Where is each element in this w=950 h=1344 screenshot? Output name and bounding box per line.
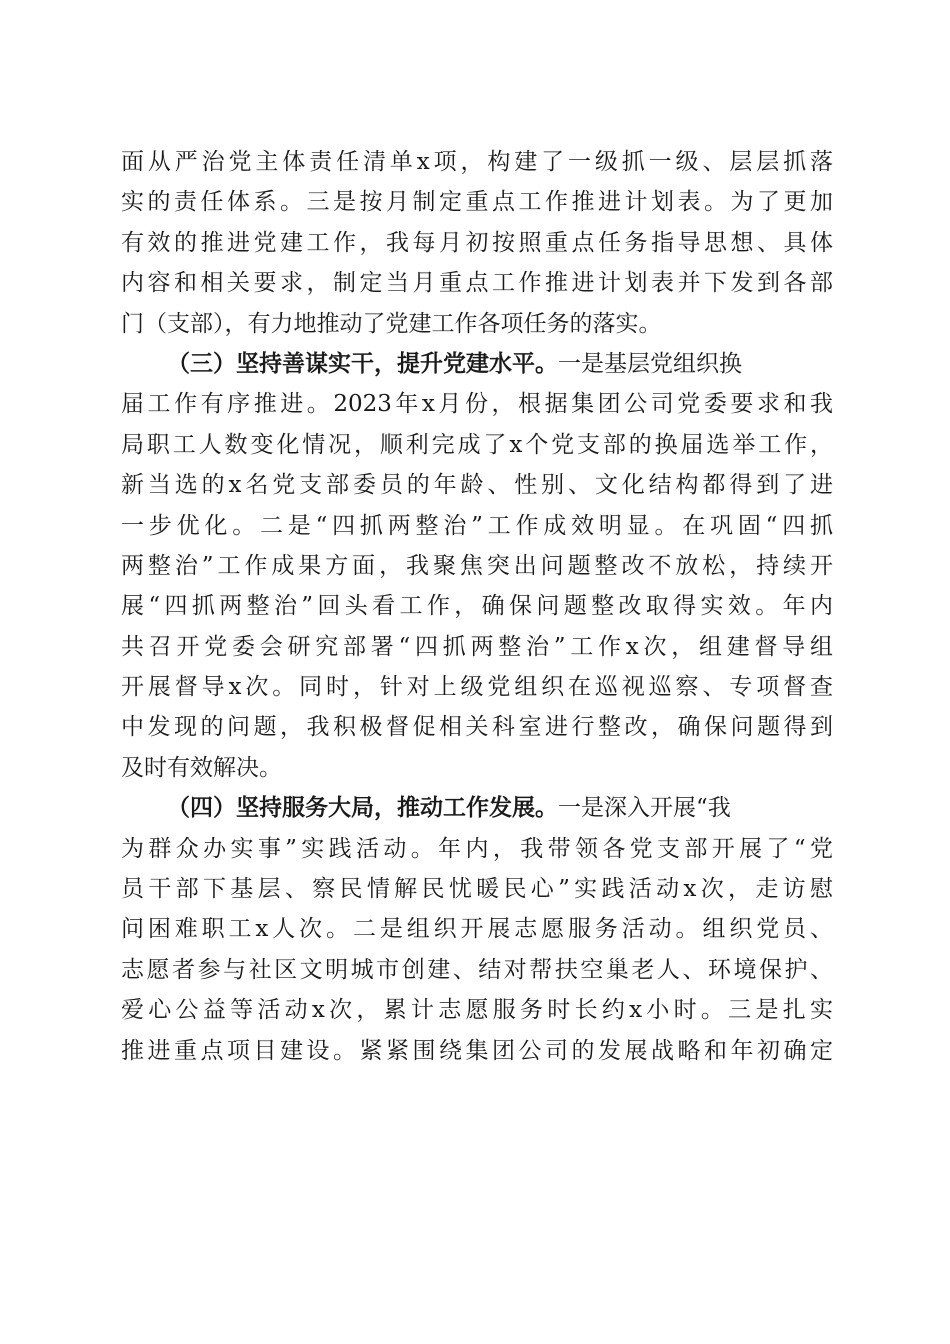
text-line: 两整治”工作成果方面，我聚焦突出问题整改不放松，持续开 <box>121 552 833 579</box>
text-line: 开展督导x次。同时，针对上级党组织在巡视巡察、专项督查 <box>121 674 833 701</box>
text-line: 门（支部），有力地推动了党建工作各项任务的落实。 <box>121 310 662 337</box>
text-line: 实的责任体系。三是按月制定重点工作推进计划表。为了更加 <box>121 189 833 216</box>
paragraph <box>121 142 833 344</box>
text-line: 展“四抓两整治”回头看工作，确保问题整改取得实效。年内 <box>121 593 833 620</box>
text-line <box>121 788 833 828</box>
text-line: 新当选的x名党支部委员的年龄、性别、文化结构都得到了进 <box>121 472 833 499</box>
text-line <box>121 344 833 384</box>
text-line: 一步优化。二是“四抓两整治”工作成效明显。在巩固“四抓 <box>121 512 833 539</box>
text-line: 及时有效解决。 <box>121 754 282 781</box>
paragraph <box>121 344 833 788</box>
document-body <box>121 142 833 1071</box>
text-line: 中发现的问题，我积极督促相关科室进行整改，确保问题得到 <box>121 714 833 741</box>
text-line: 有效的推进党建工作，我每月初按照重点任务指导思想、具体 <box>121 229 833 256</box>
text-line: 问困难职工x人次。二是组织开展志愿服务活动。组织党员、 <box>121 916 833 943</box>
text-line: 届工作有序推进。2023年x月份，根据集团公司党委要求和我 <box>121 391 833 418</box>
text-line: 推进重点项目建设。紧紧围绕集团公司的发展战略和年初确定 <box>121 1037 833 1064</box>
section-heading: （三）坚持善谋实干，提升党建水平。 <box>167 349 558 377</box>
text-line: 爱心公益等活动x次，累计志愿服务时长约x小时。三是扎实 <box>121 997 833 1024</box>
text-line: 局职工人数变化情况，顺利完成了x个党支部的换届选举工作， <box>121 431 833 458</box>
heading-line-rest: 一是基层党组织换 <box>558 350 742 377</box>
text-line: 内容和相关要求，制定当月重点工作推进计划表并下发到各部 <box>121 270 833 297</box>
text-line: 面从严治党主体责任清单x项，构建了一级抓一级、层层抓落 <box>121 149 833 175</box>
text-line: 为群众办实事”实践活动。年内，我带领各党支部开展了“党 <box>121 835 833 862</box>
text-line: 共召开党委会研究部署“四抓两整治”工作x次，组建督导组 <box>121 633 833 660</box>
paragraph <box>121 788 833 1071</box>
text-line: 志愿者参与社区文明城市创建、结对帮扶空巢老人、环境保护、 <box>121 956 833 983</box>
section-heading: （四）坚持服务大局，推动工作发展。 <box>167 794 558 822</box>
heading-line-rest: 一是深入开展“我 <box>558 795 731 822</box>
text-line: 员干部下基层、察民情解民忧暖民心”实践活动x次，走访慰 <box>121 876 833 903</box>
